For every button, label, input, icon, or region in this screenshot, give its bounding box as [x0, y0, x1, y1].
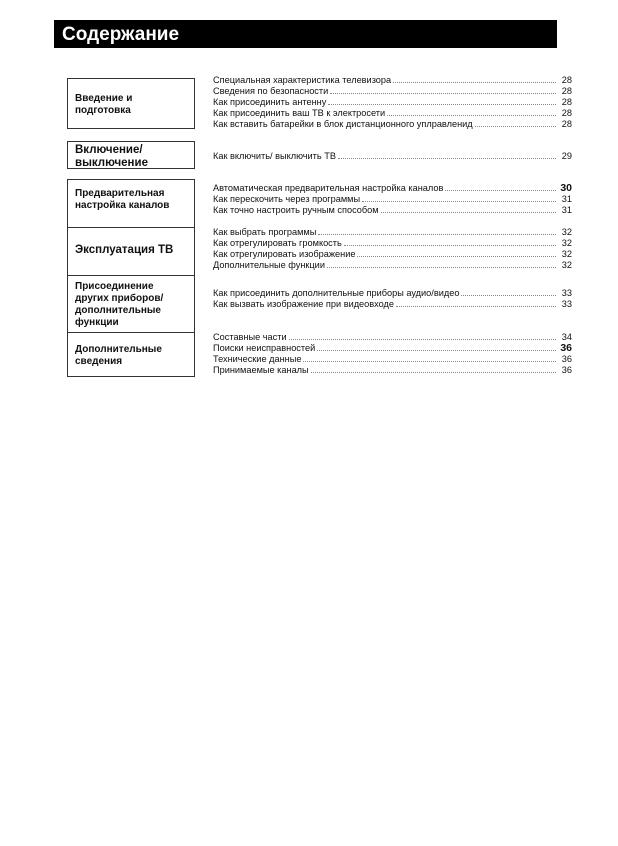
- toc-page-number: 30: [560, 182, 572, 194]
- toc-page-number: 28: [561, 86, 572, 96]
- toc-leader-dots: [344, 237, 556, 246]
- toc-entry-text: Как выбрать программы: [213, 227, 317, 237]
- toc-page-number: 31: [561, 194, 572, 204]
- toc-entry[interactable]: [213, 74, 572, 85]
- toc-entry-text: Технические данные: [213, 354, 302, 364]
- toc-leader-dots: [362, 193, 556, 202]
- toc-page-number: 29: [561, 151, 572, 161]
- toc-page-number: 33: [561, 288, 572, 298]
- toc-entry-text: Как присоединить антенну: [213, 97, 327, 107]
- section-label-presets: Предварительная настройка каналов: [75, 188, 170, 211]
- toc-page-number: 36: [561, 365, 572, 375]
- toc-entry-text: Как точно настроить ручным способом: [213, 205, 379, 215]
- toc-entry-text: Как присоединить дополнительные приборы аудио/видео: [213, 288, 460, 298]
- toc-entry[interactable]: [213, 226, 572, 237]
- toc-entry-text: Как перескочить через программы: [213, 194, 361, 204]
- toc-leader-dots: [381, 204, 556, 213]
- toc-leader-dots: [311, 364, 556, 373]
- toc-entry[interactable]: [213, 204, 572, 215]
- toc-entry[interactable]: [213, 150, 572, 161]
- toc-leader-dots: [475, 118, 556, 127]
- section-box-presets[interactable]: [67, 179, 195, 228]
- toc-entry-text: Принимаемые каналы: [213, 365, 309, 375]
- toc-entry-text: Как вставить батарейки в блок дистанционного уплравленид: [213, 119, 473, 129]
- toc-entry[interactable]: [213, 248, 572, 259]
- section-box-intro[interactable]: [67, 78, 195, 129]
- toc-entry-text: Как вызвать изображение при видеовходе: [213, 299, 395, 309]
- toc-leader-dots: [303, 353, 556, 362]
- toc-entry[interactable]: [213, 259, 572, 270]
- toc-page-number: 32: [561, 249, 572, 259]
- toc-entry[interactable]: [213, 331, 572, 342]
- toc-page-number: 34: [561, 332, 572, 342]
- toc-entry-text: Как присоединить ваш ТВ к электросети: [213, 108, 386, 118]
- section-label-additional: Дополнительные сведения: [75, 344, 162, 367]
- toc-page-number: 28: [561, 75, 572, 85]
- toc-page-number: 36: [560, 342, 572, 354]
- title-bar: [54, 20, 557, 48]
- toc-entry-text: Как отрегулировать изображение: [213, 249, 356, 259]
- toc-page-number: 32: [561, 238, 572, 248]
- toc-leader-dots: [327, 259, 556, 268]
- toc-entry[interactable]: [213, 107, 572, 118]
- toc-entry[interactable]: [213, 182, 572, 193]
- toc-entry-text: Дополнительные функции: [213, 260, 325, 270]
- toc-leader-dots: [330, 85, 556, 94]
- toc-leader-dots: [387, 107, 556, 116]
- toc-entry-text: Составные части: [213, 332, 287, 342]
- toc-page-number: 32: [561, 227, 572, 237]
- toc-entry-text: Специальная характеристика телевизора: [213, 75, 392, 85]
- toc-entry[interactable]: [213, 342, 572, 353]
- toc-entry[interactable]: [213, 364, 572, 375]
- toc-entry[interactable]: [213, 85, 572, 96]
- toc-entry-text: Поиски неисправностей: [213, 343, 316, 353]
- section-label-intro: Введение и подготовка: [75, 93, 133, 116]
- toc-leader-dots: [357, 248, 556, 257]
- toc-page-number: 28: [561, 119, 572, 129]
- toc-page-number: 36: [561, 354, 572, 364]
- toc-entry[interactable]: [213, 118, 572, 129]
- toc-entry[interactable]: [213, 298, 572, 309]
- section-label-operation: Эксплуатация ТВ: [75, 244, 174, 256]
- toc-entry[interactable]: [213, 353, 572, 364]
- toc-entry-text: Как включить/ выключить ТВ: [213, 151, 336, 161]
- toc-leader-dots: [338, 150, 556, 159]
- toc-entry[interactable]: [213, 96, 572, 107]
- page-title: Содержание: [62, 24, 180, 45]
- toc-entry[interactable]: [213, 287, 572, 298]
- section-box-connections[interactable]: [67, 275, 195, 333]
- section-box-additional[interactable]: [67, 332, 195, 377]
- toc-page-number: 31: [561, 205, 572, 215]
- toc-entry[interactable]: [213, 193, 572, 204]
- section-box-power[interactable]: [67, 141, 195, 169]
- toc-leader-dots: [289, 331, 556, 340]
- toc-page-number: 28: [561, 97, 572, 107]
- toc-page-number: 32: [561, 260, 572, 270]
- toc-entry-text: Как отрегулировать громкость: [213, 238, 342, 248]
- toc-entry-text: Автоматическая предварительная настройка каналов: [213, 183, 444, 193]
- section-label-connections: Присоединение других приборов/ дополнительные функции: [75, 281, 164, 328]
- toc-leader-dots: [396, 298, 556, 307]
- section-label-power: Включение/ выключение: [75, 144, 148, 169]
- toc-entry-text: Сведения по безопасности: [213, 86, 329, 96]
- toc-leader-dots: [318, 226, 556, 235]
- toc-page-number: 33: [561, 299, 572, 309]
- toc-entry[interactable]: [213, 237, 572, 248]
- section-box-operation[interactable]: [67, 227, 195, 276]
- toc-leader-dots: [393, 74, 556, 83]
- toc-leader-dots: [461, 287, 556, 296]
- toc-leader-dots: [328, 96, 556, 105]
- toc-leader-dots: [317, 342, 556, 351]
- toc-leader-dots: [445, 182, 556, 191]
- toc-page-number: 28: [561, 108, 572, 118]
